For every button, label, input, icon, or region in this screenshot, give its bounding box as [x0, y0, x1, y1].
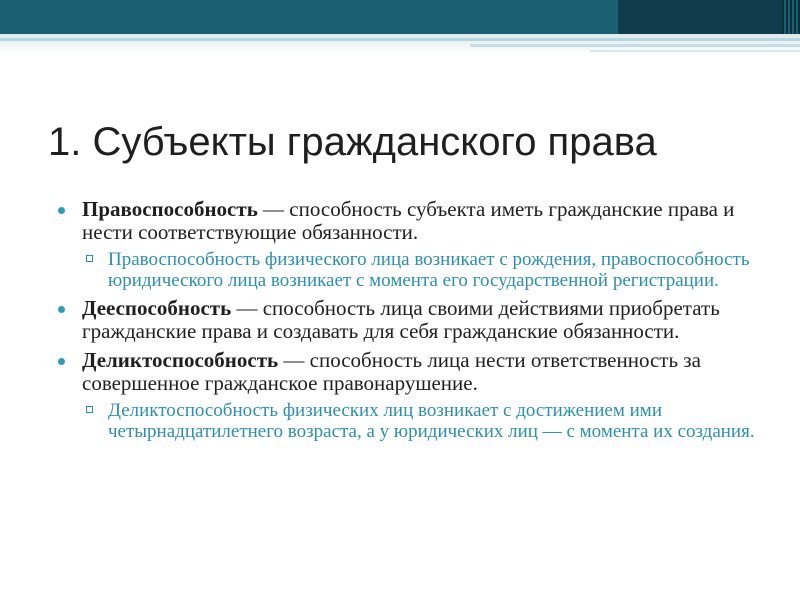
bullet-text: — способность лица своими действиями приобретать гражданские права и создавать для себя гражданские обязанности.	[82, 296, 720, 343]
sub-bullet-item	[82, 249, 756, 291]
sub-bullet-text: Правоспособность физического лица возникает с рождения, правоспособность юридического лица возникает с момента его государственной регистрации.	[108, 249, 750, 291]
header-line	[470, 44, 800, 47]
sub-list	[82, 400, 756, 442]
header-line	[590, 50, 800, 52]
header-line	[0, 38, 800, 41]
bullet-text: — способность субъекта иметь гражданские права и нести соответствующие обязанности.	[82, 197, 735, 244]
bullet-dot-icon	[58, 358, 65, 365]
bullet-text: — способность лица нести ответственность за совершенное гражданское правонарушение.	[82, 348, 701, 395]
header-stripe	[782, 0, 800, 34]
bullet-dot-icon	[58, 207, 65, 214]
header-bar-accent	[618, 0, 800, 34]
bullet-term: Деликтоспособность	[82, 348, 279, 372]
bullet-term: Правоспособность	[82, 197, 258, 221]
sub-bullet-square-icon	[86, 406, 93, 413]
sub-list	[82, 249, 756, 291]
bullet-term: Дееспособность	[82, 296, 232, 320]
sub-bullet-square-icon	[86, 255, 93, 262]
bullet-item-active-capacity	[56, 297, 756, 343]
sub-bullet-text: Деликтоспособность физических лиц возникает с достижением ими четырнадцатилетнего возраста, а у юридических лиц — с момента их создания.	[108, 400, 755, 442]
bullet-item-tort-capacity	[56, 349, 756, 442]
sub-bullet-item	[82, 400, 756, 442]
slide-title: 1. Субъекты гражданского права	[48, 120, 657, 164]
slide-content	[56, 198, 756, 442]
bullet-item-legal-capacity	[56, 198, 756, 291]
bullet-dot-icon	[58, 306, 65, 313]
